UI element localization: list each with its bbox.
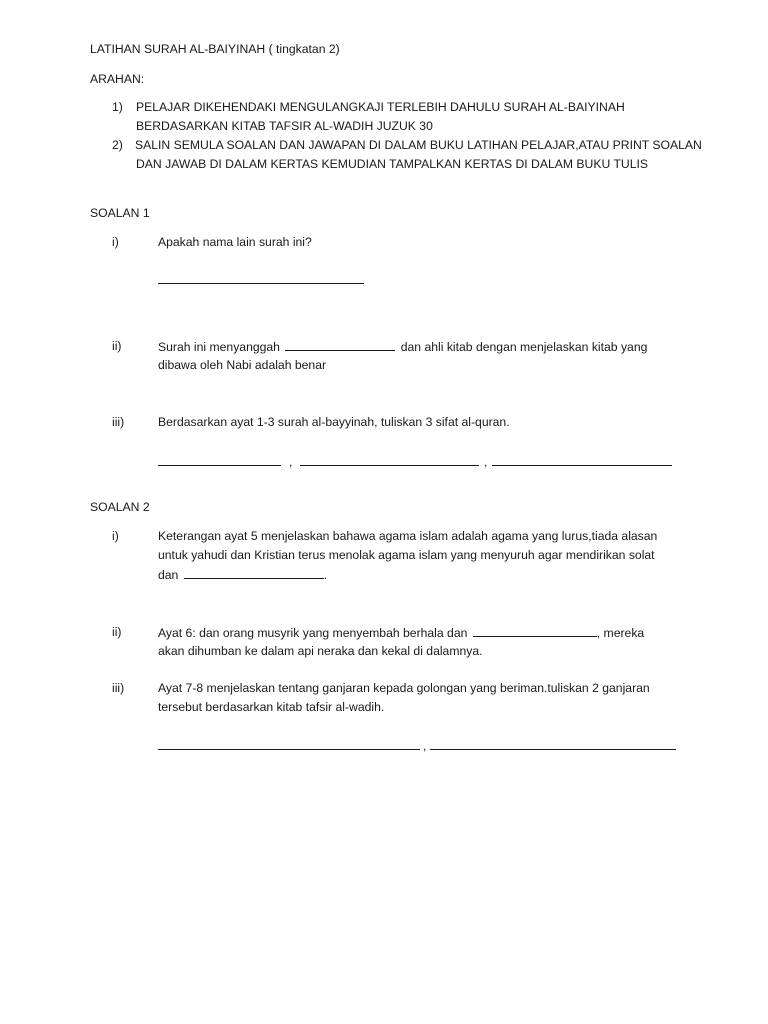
soalan-1-q3-answer-blank-1[interactable] [158,465,281,466]
soalan-2-q1-number: i) [112,529,119,543]
soalan-2-q3-comma: , [423,739,427,753]
soalan-1-q3-answer-blank-2[interactable] [300,465,479,466]
soalan-1-heading: SOALAN 1 [90,206,150,220]
soalan-1-q3-comma-2: , [484,455,488,469]
soalan-2-heading: SOALAN 2 [90,500,150,514]
arahan-heading: ARAHAN: [90,72,145,86]
soalan-2-q1-line-3 [158,565,327,585]
soalan-1-q1-answer-blank[interactable] [158,283,364,284]
instruction-2-line-2: DAN JAWAB DI DALAM KERTAS KEMUDIAN TAMPALKAN KERTAS DI DALAM BUKU TULIS [136,157,648,171]
soalan-1-q3-comma-1: , [289,455,293,469]
soalan-2-q2-number: ii) [112,625,122,639]
soalan-2-q3-answer-blank-1[interactable] [158,749,420,750]
instruction-1-line-2: BERDASARKAN KITAB TAFSIR AL-WADIH JUZUK 30 [136,119,433,133]
soalan-1-q3-answer-blank-3[interactable] [492,465,672,466]
soalan-1-q1-number: i) [112,235,119,249]
soalan-2-q3-number: iii) [112,681,125,695]
document-title: LATIHAN SURAH AL-BAIYINAH ( tingkatan 2) [90,42,340,56]
soalan-1-q2-number: ii) [112,339,122,353]
soalan-2-q3-line-2: tersebut berdasarkan kitab tafsir al-wadih. [158,700,385,714]
soalan-1-q2-text-b: dan ahli kitab dengan menjelaskan kitab yang [400,340,648,354]
soalan-2-q1-line-1: Keterangan ayat 5 menjelaskan bahawa agama islam adalah agama yang lurus,tiada alasan [158,529,658,543]
instruction-1-number: 1) [112,100,123,114]
soalan-2-q2-blank[interactable] [473,623,597,637]
soalan-1-q2-line-1 [158,337,647,357]
soalan-1-q3-number: iii) [112,415,125,429]
instruction-2-number: 2) [112,138,123,152]
soalan-2-q2-text-b: , mereka [596,626,645,640]
soalan-2-q2-line-2: akan dihumban ke dalam api neraka dan kekal di dalamnya. [158,644,483,658]
soalan-2-q2-line-1 [158,623,644,643]
soalan-1-q2-text-a: Surah ini menyanggah [158,340,280,354]
soalan-2-q1-text-b: . [323,568,328,582]
soalan-1-q1-text: Apakah nama lain surah ini? [158,235,312,249]
soalan-1-q2-blank[interactable] [285,337,395,351]
soalan-2-q2-text-a: Ayat 6: dan orang musyrik yang menyembah berhala dan [158,626,468,640]
soalan-2-q1-line-2: untuk yahudi dan Kristian terus menolak agama islam yang menyuruh agar mendirikan solat [158,548,655,562]
instruction-2-line-1: SALIN SEMULA SOALAN DAN JAWAPAN DI DALAM BUKU LATIHAN PELAJAR,ATAU PRINT SOALAN [135,138,702,152]
soalan-2-q1-blank[interactable] [184,565,324,579]
soalan-2-q3-line-1: Ayat 7-8 menjelaskan tentang ganjaran kepada golongan yang beriman.tuliskan 2 ganjaran [158,681,650,695]
soalan-2-q1-text-a: dan [158,568,179,582]
soalan-1-q3-text: Berdasarkan ayat 1-3 surah al-bayyinah, tuliskan 3 sifat al-quran. [158,415,510,429]
instruction-1-line-1: PELAJAR DIKEHENDAKI MENGULANGKAJI TERLEBIH DAHULU SURAH AL-BAIYINAH [136,100,625,114]
soalan-1-q2-line-2: dibawa oleh Nabi adalah benar [158,358,327,372]
soalan-2-q3-answer-blank-2[interactable] [430,749,676,750]
